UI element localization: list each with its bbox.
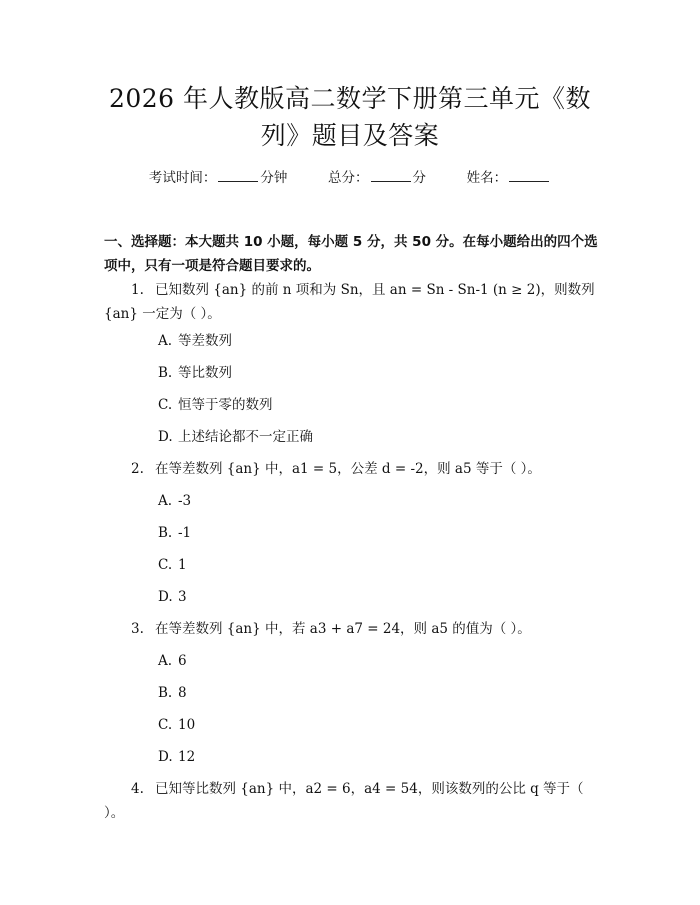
option-text: 1 <box>178 557 187 573</box>
option-letter: B. <box>158 365 173 381</box>
question-number: 4. <box>131 781 144 797</box>
section-heading: 一、选择题：本大题共 10 小题，每小题 5 分，共 50 分。在每小题给出的四个选项中，只有一项是符合题目要求的。 <box>104 234 598 274</box>
option-text: 3 <box>178 589 187 605</box>
option-letter: C. <box>158 717 173 733</box>
option-letter: D. <box>158 589 173 605</box>
option-text: 12 <box>178 749 196 765</box>
question-3-option-c <box>158 716 195 734</box>
question-2-option-d <box>158 588 187 606</box>
option-letter: C. <box>158 557 173 573</box>
total-score-blank <box>371 169 411 182</box>
question-number: 2. <box>131 461 144 477</box>
question-3 <box>104 617 597 641</box>
option-text: 上述结论都不一定正确 <box>178 429 313 445</box>
option-text: 10 <box>178 717 196 733</box>
question-text: 在等差数列 {an} 中，a1 = 5，公差 d = -2，则 a5 等于（ ）。 <box>155 461 541 477</box>
option-letter: D. <box>158 749 173 765</box>
option-letter: D. <box>158 429 173 445</box>
question-text: 在等差数列 {an} 中，若 a3 + a7 = 24，则 a5 的值为（ ）。 <box>155 621 531 637</box>
question-number: 1. <box>131 282 144 298</box>
option-letter: C. <box>158 397 173 413</box>
question-3-option-a <box>158 652 187 670</box>
student-name-label: 姓名： <box>466 170 508 186</box>
student-name-field <box>467 169 552 187</box>
page-title-line-1: 2026 年人教版高二数学下册第三单元《数 <box>108 84 592 113</box>
option-letter: A. <box>158 653 173 669</box>
exam-info-line <box>0 169 700 187</box>
option-text: 等差数列 <box>178 333 232 349</box>
total-score-field <box>328 169 426 187</box>
question-2-option-b <box>158 524 191 542</box>
exam-time-label: 考试时间： <box>148 170 217 186</box>
exam-time-unit: 分钟 <box>260 170 288 186</box>
question-3-option-b <box>158 684 187 702</box>
option-letter: A. <box>158 333 173 349</box>
option-letter: B. <box>158 685 173 701</box>
question-1-option-c <box>158 396 273 414</box>
option-text: -3 <box>178 493 192 509</box>
question-1-option-a <box>158 332 232 350</box>
question-text: 已知数列 {an} 的前 n 项和为 Sn，且 an = Sn - Sn-1 (n ≥ 2)，则数列 {an} 一定为（ ）。 <box>104 282 595 322</box>
page-title-line-2: 列》题目及答案 <box>260 121 440 150</box>
question-3-option-d <box>158 748 195 766</box>
total-score-label: 总分： <box>328 170 369 186</box>
question-2-option-a <box>158 492 191 510</box>
question-4 <box>104 777 597 825</box>
option-text: -1 <box>178 525 192 541</box>
exam-time-field <box>149 169 288 187</box>
question-2 <box>104 457 597 481</box>
question-1 <box>104 278 597 326</box>
total-score-unit: 分 <box>412 170 426 186</box>
question-text: 已知等比数列 {an} 中，a2 = 6，a4 = 54，则该数列的公比 q 等于（ ）。 <box>104 781 584 821</box>
question-2-option-c <box>158 556 187 574</box>
question-1-option-b <box>158 364 232 382</box>
option-letter: A. <box>158 493 173 509</box>
exam-time-blank <box>218 169 258 182</box>
student-name-blank <box>509 169 549 182</box>
option-text: 恒等于零的数列 <box>178 397 273 413</box>
option-text: 等比数列 <box>178 365 232 381</box>
option-letter: B. <box>158 525 173 541</box>
question-number: 3. <box>131 621 144 637</box>
option-text: 8 <box>178 685 187 701</box>
question-1-option-d <box>158 428 313 446</box>
option-text: 6 <box>178 653 187 669</box>
